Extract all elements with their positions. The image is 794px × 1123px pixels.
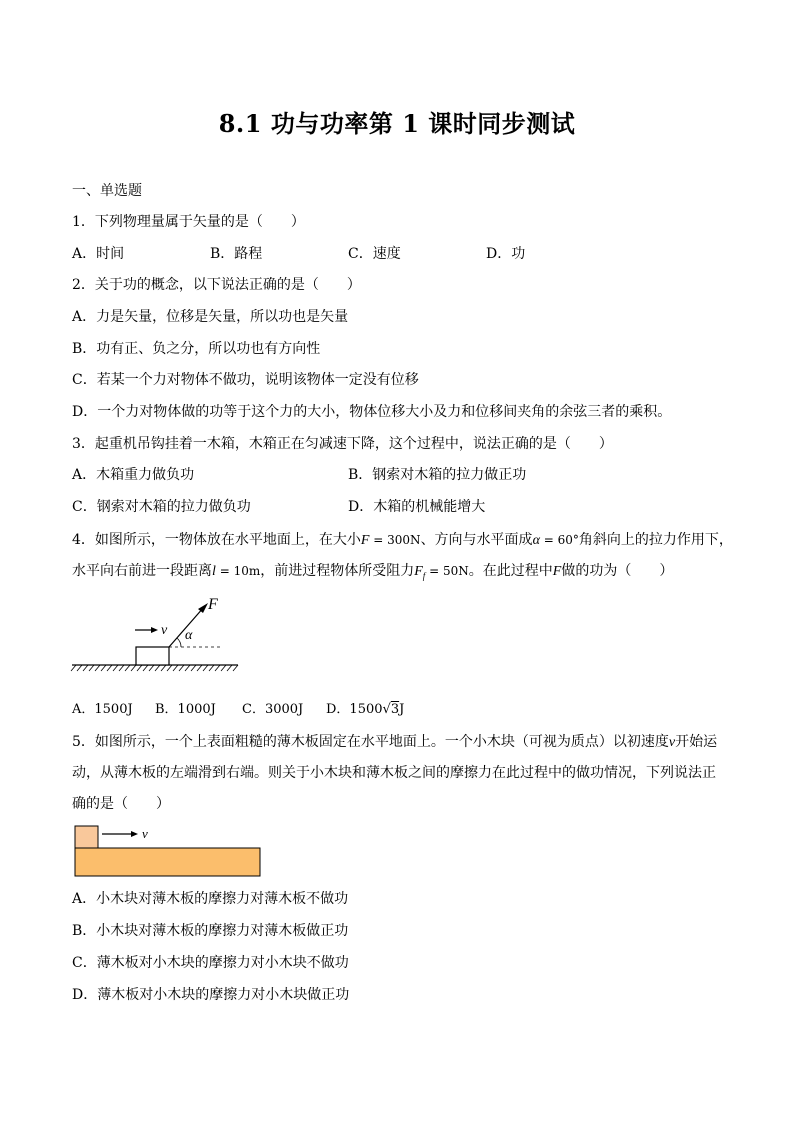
velocity-label: v [161,623,168,638]
force-label: F [208,596,218,613]
question-2-stem: 2．关于功的概念，以下说法正确的是（ ） [72,277,361,293]
q5-board-diagram [72,823,272,879]
q4-option-d-unit: J [399,702,405,717]
sqrt-sign-icon: √ [382,702,391,717]
velocity-arrowhead-icon [131,831,138,837]
q5-velocity-symbol: v [668,735,676,750]
q1-option-d: D．功 [486,246,526,262]
q3-option-c: C．钢索对木箱的拉力做负功 [72,499,251,515]
q4-force-value: = 300N [369,533,421,547]
velocity-label: v [142,826,148,841]
q4-text: 。在此过程中 [468,563,553,579]
q4-option-c: C．3000J [242,702,304,717]
angle-arc [177,638,181,647]
section-heading: 一、单选题 [72,183,142,199]
q4-friction-symbol: F [414,564,423,579]
q4-option-d-radicand: 3 [390,702,400,717]
q1-option-b: B．路程 [210,246,263,262]
q3-option-a: A．木箱重力做负功 [72,467,195,483]
q4-distance-symbol: l [212,564,216,579]
q1-option-c: C．速度 [348,246,401,262]
q4-text: 角斜向上的拉力作用下， [578,532,733,548]
angle-label: α [185,628,193,643]
q5-text: 5．如图所示，一个上表面粗糙的薄木板固定在水平地面上。一个小木块（可视为质点）以初速度 [72,734,669,750]
q4-option-d-text: D．1500 [326,702,383,717]
q2-option-d: D．一个力对物体做的功等于这个力的大小，物体位移大小及力和位移间夹角的余弦三者的乘积。 [72,404,672,420]
q2-option-a: A．力是矢量，位移是矢量，所以功也是矢量 [72,309,349,325]
q5-text: 开始运 [675,734,718,750]
thin-wood-board [75,848,260,876]
q4-text: ，前进过程物体所受阻力 [260,563,415,579]
q3-option-b: B．钢索对木箱的拉力做正功 [348,467,527,483]
q4-friction-subscript: f [422,570,426,581]
q4-option-a: A．1500J [72,702,133,717]
q2-option-b: B．功有正、负之分，所以功也有方向性 [72,341,321,357]
ground-hatching [71,665,238,671]
q4-force-diagram [70,592,250,682]
q4-friction-value: = 50N [425,564,469,578]
q3-option-d: D．木箱的机械能增大 [348,499,486,515]
question-4-stem-line-2 [72,562,673,585]
q4-option-d [326,701,404,719]
q4-option-b: B．1000J [155,702,216,717]
q4-text: 、方向与水平面成 [420,532,533,548]
q4-force-symbol: F [360,533,370,548]
question-5-stem-line-3: 确的是（ ） [72,796,170,812]
q5-option-b: B．小木块对薄木板的摩擦力对薄木板做正功 [72,923,349,939]
q2-option-c: C．若某一个力对物体不做功，说明该物体一定没有位移 [72,372,419,388]
q1-option-a: A．时间 [72,246,125,262]
page-title: 8.1 功与功率第 1 课时同步测试 [218,109,576,138]
question-3-stem: 3．起重机吊钩挂着一木箱，木箱正在匀减速下降，这个过程中，说法正确的是（ ） [72,436,613,452]
q4-force-symbol: F [552,564,562,579]
q5-option-c: C．薄木板对小木块的摩擦力对小木块不做功 [72,955,349,971]
q4-distance-value: = 10m [215,564,261,578]
question-4-stem-line-1 [72,531,733,550]
question-5-stem-line-1 [72,733,717,752]
velocity-arrowhead-icon [151,627,158,633]
q4-angle-symbol: α [532,533,540,548]
q5-option-a: A．小木块对薄木板的摩擦力对薄木板不做功 [72,891,349,907]
small-wood-block [75,826,98,848]
question-5-stem-line-2: 动，从薄木板的左端滑到右端。则关于小木块和薄木板之间的摩擦力在此过程中的做功情况，下列说法正 [72,765,716,781]
q5-option-d: D．薄木板对小木块的摩擦力对小木块做正功 [72,987,350,1003]
q4-text: 4．如图所示，一物体放在水平地面上，在大小 [72,532,361,548]
block [136,647,169,665]
q4-text: 水平向右前进一段距离 [72,563,212,579]
question-1-stem: 1．下列物理量属于矢量的是（ ） [72,214,305,230]
q4-angle-value: = 60° [539,533,579,547]
q4-text: 做的功为（ ） [561,563,674,579]
